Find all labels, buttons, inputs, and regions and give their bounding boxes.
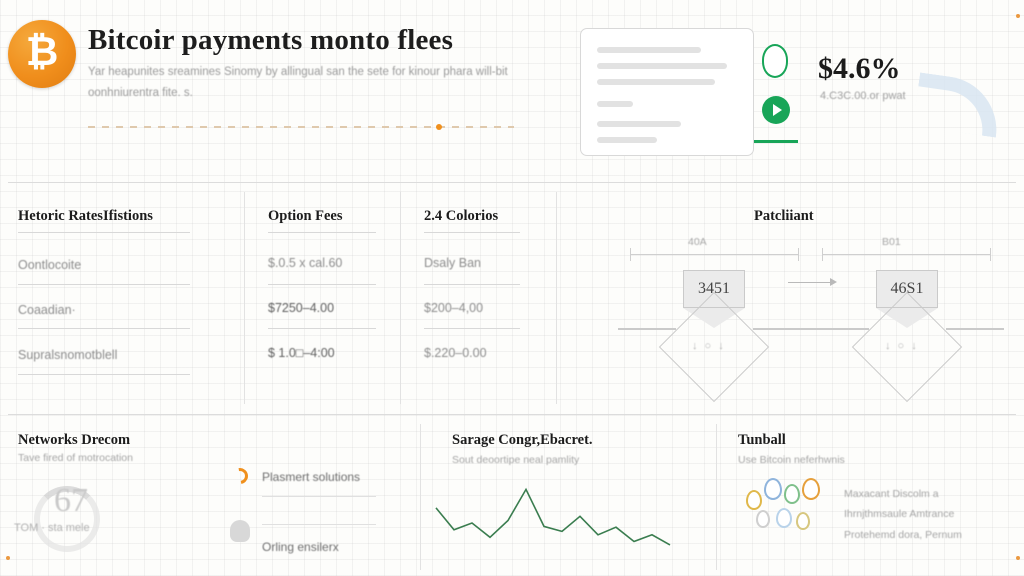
section-divider — [8, 414, 1016, 415]
kpi-number: 67 — [54, 482, 88, 519]
header-underline — [268, 232, 376, 233]
edge-mark-icon — [1016, 556, 1020, 560]
table-cell: $7250–4.00 — [268, 301, 335, 315]
flow-diamond-label: ↓ ○ ↓ — [692, 340, 726, 352]
section-subtitle: Tave fired of motrocation — [18, 452, 133, 464]
row-underline — [18, 374, 190, 375]
row-underline — [18, 284, 190, 285]
table-cell: $.220–0.00 — [424, 346, 487, 360]
play-button-icon[interactable] — [762, 96, 790, 124]
document-placeholder-icon — [580, 28, 754, 156]
row-underline — [268, 328, 376, 329]
column-divider — [400, 192, 401, 404]
flow-connector — [753, 328, 869, 330]
flow-connector — [618, 328, 676, 330]
header-underline — [424, 232, 520, 233]
row-underline — [18, 328, 190, 329]
column-divider — [556, 192, 557, 404]
header-underline — [18, 232, 190, 233]
flow-diagram — [610, 236, 1010, 396]
table-cell: Oontlocoite — [18, 258, 82, 272]
flow-rail-label: B01 — [882, 236, 901, 248]
table-cell: $ 1.0□–4:00 — [268, 346, 335, 360]
edge-mark-icon — [6, 556, 10, 560]
table-column-header: 2.4 Colorios — [424, 208, 499, 224]
bubble-cluster-icon — [740, 474, 840, 554]
flow-title: Patcliiant — [754, 208, 814, 224]
section-paragraph: Maxacant Discolm a Ihrnjthmsaule Amtrance Protehemd dora, Pernum — [844, 488, 962, 541]
flow-rail-label: 40A — [688, 236, 707, 248]
legend-label: Orling ensilerx — [262, 540, 339, 554]
table-column-header: Hetoric RatesIfistions — [18, 208, 153, 224]
headline-stat-sub: 4.C3C.00.or pwat — [820, 90, 906, 102]
swoosh-decoration-icon — [913, 72, 1004, 137]
arrow-right-icon — [788, 282, 832, 283]
flow-rail — [630, 254, 798, 255]
table-cell: Coaadian· — [18, 303, 76, 317]
blob-icon — [230, 520, 250, 542]
sparkline-chart — [430, 470, 676, 566]
bitcoin-logo-glyph: ₿ — [25, 29, 59, 75]
section-title: Tunball — [738, 432, 786, 448]
page-title: Bitcoir payments monto flees — [88, 24, 454, 56]
table-cell: Supralsnomotblell — [18, 348, 118, 362]
legend-underline — [262, 524, 376, 525]
arrow-right-head-icon — [830, 278, 837, 286]
column-divider — [716, 424, 717, 570]
chart-subtitle: Sout deoortipe neal pamlity — [452, 454, 580, 466]
play-triangle-icon — [773, 104, 782, 116]
flow-node: 3451 — [683, 270, 745, 308]
headline-stat: $4.6% — [818, 52, 901, 85]
flow-node: 46S1 — [876, 270, 938, 308]
sparkline-series — [436, 489, 670, 545]
location-pin-icon — [762, 44, 788, 78]
table-cell: $200–4,00 — [424, 301, 484, 315]
table-cell: Dsaly Ban — [424, 256, 481, 270]
section-divider — [8, 182, 1016, 183]
column-divider — [244, 192, 245, 404]
crescent-icon — [229, 465, 251, 487]
table-cell: $.0.5 x cal.60 — [268, 256, 343, 270]
chart-title: Sarage Congr,Ebacret. — [452, 432, 593, 448]
bitcoin-logo-icon — [8, 20, 76, 88]
column-divider — [420, 424, 421, 570]
flow-rail — [822, 254, 990, 255]
row-underline — [424, 328, 520, 329]
row-underline — [424, 284, 520, 285]
flow-diamond-label: ↓ ○ ↓ — [885, 340, 919, 352]
section-subtitle: Use Bitcoin neferhwnis — [738, 454, 845, 466]
underline-accent — [754, 140, 798, 143]
legend-label: Plasmert solutions — [262, 470, 361, 484]
kpi-caption: TOM · sta mele — [14, 522, 90, 534]
page-subtitle: Yar heapunites sreamines Sinomy by allingual san the sete for kinour phara will-bit oonhniurentra fite. s. — [88, 66, 508, 100]
accent-dot-icon — [436, 124, 442, 130]
row-underline — [268, 284, 376, 285]
legend-underline — [262, 496, 376, 497]
table-column-header: Option Fees — [268, 208, 343, 224]
header-section — [0, 0, 1024, 176]
flow-connector — [946, 328, 1004, 330]
section-title: Networks Drecom — [18, 432, 131, 448]
divider-dotted — [88, 126, 514, 128]
